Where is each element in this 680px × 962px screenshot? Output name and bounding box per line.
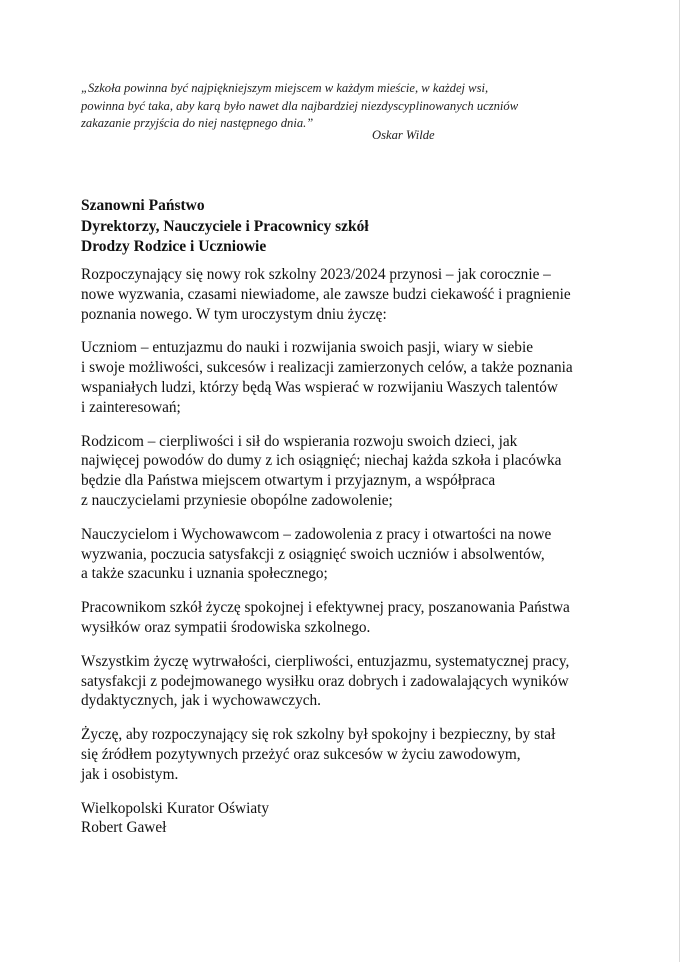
text-line: a także szacunku i uznania społecznego; bbox=[81, 565, 328, 583]
salutation-line: Drodzy Rodzice i Uczniowie bbox=[81, 238, 267, 255]
text-line: i zainteresowań; bbox=[81, 398, 181, 416]
quote-line: „Szkoła powinna być najpiękniejszym miejscem w każdym mieście, w każdej wsi, bbox=[81, 81, 489, 95]
text-line: Rozpoczynający się nowy rok szkolny 2023/2024 przynosi – jak corocznie – bbox=[81, 266, 551, 283]
text-line: nowe wyzwania, czasami niewiadome, ale zawsze budzi ciekawość i pragnienie bbox=[81, 285, 571, 303]
text-line: wspaniałych ludzi, którzy będą Was wspierać w rozwijaniu Waszych talentów bbox=[81, 378, 558, 396]
paragraph-intro bbox=[81, 265, 621, 324]
text-line: poznania nowego. W tym uroczystym dniu życzę: bbox=[81, 305, 387, 323]
quote-line: zakazanie przyjścia do niej następnego dnia.” bbox=[81, 116, 314, 130]
epigraph-quote bbox=[81, 80, 561, 133]
paragraph-closing-wish bbox=[81, 725, 621, 784]
text-line: i swoje możliwości, sukcesów i realizacji zamierzonych celów, a także poznania bbox=[81, 359, 573, 377]
salutation-line: Dyrektorzy, Nauczyciele i Pracownicy szkół bbox=[81, 217, 369, 235]
text-line: z nauczycielami przyniesie obopólne zadowolenie; bbox=[81, 491, 393, 509]
signature-title: Wielkopolski Kurator Oświaty bbox=[81, 799, 270, 817]
text-line: jak i osobistym. bbox=[81, 765, 179, 783]
salutation-line: Szanowni Państwo bbox=[81, 197, 205, 214]
salutation bbox=[81, 196, 369, 258]
signature-name: Robert Gaweł bbox=[81, 819, 167, 837]
text-line: będzie dla Państwa miejscem otwartym i przyjaznym, a współpraca bbox=[81, 472, 496, 490]
paragraph-teachers bbox=[81, 525, 621, 584]
text-line: satysfakcji z podejmowanego wysiłku oraz dobrych i zadowalających wyników bbox=[81, 672, 569, 690]
text-line: Uczniom – entuzjazmu do nauki i rozwijania swoich pasji, wiary w siebie bbox=[81, 339, 533, 357]
text-line: wyzwania, poczucia satysfakcji z osiągnięć swoich uczniów i absolwentów, bbox=[81, 545, 545, 563]
paragraph-parents bbox=[81, 432, 621, 511]
text-line: Pracownikom szkół życzę spokojnej i efektywnej pracy, poszanowania Państwa bbox=[81, 599, 570, 617]
text-line: Rodzicom – cierpliwości i sił do wspierania rozwoju swoich dzieci, jak bbox=[81, 432, 518, 450]
text-line: Wszystkim życzę wytrwałości, cierpliwości, entuzjazmu, systematycznej pracy, bbox=[81, 652, 570, 670]
paragraph-staff bbox=[81, 598, 621, 638]
text-line: się źródłem pozytywnych przeżyć oraz sukcesów w życiu zawodowym, bbox=[81, 745, 521, 763]
text-line: najwięcej powodów do dumy z ich osiągnięć; niechaj każda szkoła i placówka bbox=[81, 452, 562, 470]
text-line: wysiłków oraz sympatii środowiska szkolnego. bbox=[81, 618, 371, 636]
signature-block bbox=[81, 799, 621, 839]
text-line: Nauczycielom i Wychowawcom – zadowolenia z pracy i otwartości na nowe bbox=[81, 525, 552, 543]
quote-author: Oskar Wilde bbox=[372, 128, 435, 142]
paragraph-everyone bbox=[81, 652, 621, 711]
text-line: dydaktycznych, jak i wychowawczych. bbox=[81, 692, 321, 710]
letter-body bbox=[81, 265, 621, 852]
quote-line: powinna być taka, aby karą było nawet dla najbardziej niezdyscyplinowanych uczniów bbox=[81, 98, 519, 113]
paragraph-students bbox=[81, 338, 621, 417]
text-line: Życzę, aby rozpoczynający się rok szkolny był spokojny i bezpieczny, by stał bbox=[81, 726, 556, 744]
